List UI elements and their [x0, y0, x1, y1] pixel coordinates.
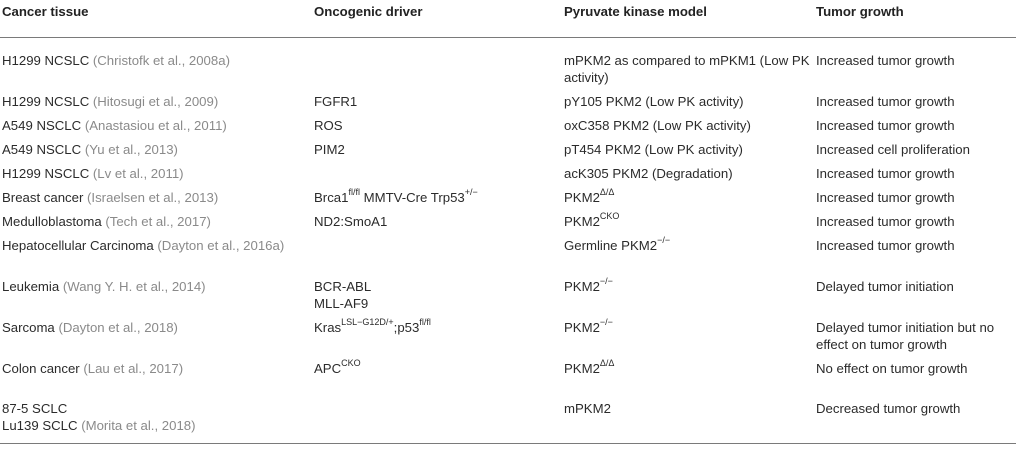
table-row: [0, 278, 1016, 319]
driver-superscript: fl/fl: [348, 187, 360, 198]
tumor-growth: Increased tumor growth: [816, 93, 955, 109]
cell-pk-model: [562, 319, 814, 360]
driver-name-tail: ;p53: [393, 319, 420, 335]
tumor-growth: Increased cell proliferation: [816, 141, 970, 157]
cell-tumor-growth: [814, 319, 1016, 360]
cell-pk-model: [562, 165, 814, 189]
tissue-name: A549 NSCLC: [2, 141, 85, 157]
citation-link: (Israelsen et al., 2013): [87, 189, 219, 205]
tumor-growth: Increased tumor growth: [816, 165, 955, 181]
table-row: [0, 93, 1016, 117]
cell-pk-model: [562, 278, 814, 319]
pk-model: Germline PKM2: [564, 237, 658, 253]
cell-pk-model: [562, 400, 814, 443]
cell-tumor-growth: [814, 189, 1016, 213]
tumor-growth: Increased tumor growth: [816, 53, 955, 68]
driver-name: ROS: [314, 117, 343, 133]
tumor-growth: No effect on tumor growth: [816, 360, 968, 376]
header-pk-model: Pyruvate kinase model: [562, 3, 814, 38]
bottom-rule: [0, 443, 1016, 444]
cell-cancer-tissue: [0, 400, 312, 443]
cell-cancer-tissue: [0, 117, 312, 141]
pk-model: PKM2: [564, 189, 600, 205]
citation-link: (Lv et al., 2011): [92, 165, 184, 181]
cell-pk-model: [562, 38, 814, 93]
tumor-growth: Delayed tumor initiation: [816, 278, 954, 294]
cell-oncogenic-driver: [312, 213, 562, 237]
cell-cancer-tissue: [0, 237, 312, 278]
cell-tumor-growth: [814, 360, 1016, 400]
table-row: [0, 165, 1016, 189]
citation-link: (Yu et al., 2013): [84, 141, 178, 157]
table-row: [0, 38, 1016, 93]
table-row: [0, 400, 1016, 443]
tumor-growth: Increased tumor growth: [816, 117, 955, 133]
tumor-growth: Delayed tumor initiation but no effect on tumor growth: [816, 319, 995, 352]
cell-cancer-tissue: [0, 213, 312, 237]
cell-oncogenic-driver: [312, 93, 562, 117]
tissue-name: H1299 NSCLC: [2, 165, 93, 181]
pk-model: oxC358 PKM2 (Low PK activity): [564, 117, 751, 133]
table-row: [0, 189, 1016, 213]
cell-pk-model: [562, 93, 814, 117]
driver-name: ND2:SmoA1: [314, 213, 388, 229]
tissue-name: A549 NSCLC: [2, 117, 85, 133]
cell-oncogenic-driver: [312, 319, 562, 360]
citation-link: (Tech et al., 2017): [105, 213, 211, 229]
citation-link: (Morita et al., 2018): [81, 417, 196, 433]
pk-model-superscript: −/−: [657, 235, 671, 246]
tissue-name: H1299 NCSLC: [2, 93, 93, 109]
driver-name-tail: MMTV-Cre Trp53: [359, 189, 465, 205]
table-row: [0, 213, 1016, 237]
driver-superscript-2: fl/fl: [419, 317, 431, 328]
tissue-name: 87-5 SCLC: [2, 400, 68, 416]
pk-model: acK305 PKM2 (Degradation): [564, 165, 733, 181]
tissue-name: Leukemia: [2, 278, 63, 294]
cell-oncogenic-driver: [312, 189, 562, 213]
pk-model-superscript: −/−: [599, 317, 613, 328]
citation-link: (Anastasiou et al., 2011): [84, 117, 227, 133]
citation-link: (Dayton et al., 2016a): [157, 237, 285, 253]
tissue-name: Sarcoma: [2, 319, 59, 335]
table-row: [0, 237, 1016, 278]
driver-name: APC: [314, 360, 342, 376]
driver-superscript: LSL−G12D/+: [341, 317, 394, 328]
pk-model-superscript: Δ/Δ: [599, 358, 615, 369]
cell-pk-model: [562, 360, 814, 400]
cell-oncogenic-driver: [312, 38, 562, 93]
cell-pk-model: [562, 141, 814, 165]
cell-oncogenic-driver: [312, 141, 562, 165]
cell-tumor-growth: [814, 38, 1016, 93]
cell-oncogenic-driver: [312, 278, 562, 319]
cell-pk-model: [562, 117, 814, 141]
cell-tumor-growth: [814, 237, 1016, 278]
driver-name: BCR-ABL: [314, 278, 372, 294]
citation-link: (Hitosugi et al., 2009): [92, 93, 219, 109]
cell-cancer-tissue: [0, 319, 312, 360]
cell-cancer-tissue: [0, 189, 312, 213]
driver-name: Kras: [314, 319, 342, 335]
pk-model: PKM2: [564, 319, 600, 335]
tissue-name: Colon cancer: [2, 360, 84, 376]
tumor-growth: Increased tumor growth: [816, 213, 955, 229]
tumor-growth: Increased tumor growth: [816, 189, 955, 205]
pk-model: mPKM2 as compared to mPKM1 (Low PK activity): [564, 53, 810, 85]
cell-tumor-growth: [814, 117, 1016, 141]
pk-model-superscript: Δ/Δ: [599, 187, 615, 198]
pyruvate-kinase-table: [0, 3, 1016, 444]
pk-model-superscript: −/−: [599, 276, 613, 287]
driver-name-2: MLL-AF9: [314, 295, 369, 311]
cell-pk-model: [562, 213, 814, 237]
pk-model: PKM2: [564, 213, 600, 229]
cell-pk-model: [562, 237, 814, 278]
cell-oncogenic-driver: [312, 117, 562, 141]
cell-oncogenic-driver: [312, 400, 562, 443]
driver-name: FGFR1: [314, 93, 358, 109]
header-tumor-growth: Tumor growth: [814, 3, 1016, 38]
cell-tumor-growth: [814, 93, 1016, 117]
driver-superscript-2: +/−: [464, 187, 478, 198]
cell-tumor-growth: [814, 213, 1016, 237]
pk-model: pY105 PKM2 (Low PK activity): [564, 93, 744, 109]
header-cancer-tissue: Cancer tissue: [0, 3, 312, 38]
cell-cancer-tissue: [0, 93, 312, 117]
cell-tumor-growth: [814, 141, 1016, 165]
pk-model: PKM2: [564, 360, 600, 376]
tissue-name-2: Lu139 SCLC: [2, 417, 82, 433]
cell-cancer-tissue: [0, 38, 312, 93]
table-row: [0, 319, 1016, 360]
table-row: [0, 141, 1016, 165]
citation-link: (Dayton et al., 2018): [58, 319, 178, 335]
cell-oncogenic-driver: [312, 237, 562, 278]
driver-superscript: CKO: [341, 358, 361, 369]
cell-oncogenic-driver: [312, 165, 562, 189]
header-oncogenic-driver: Oncogenic driver: [312, 3, 562, 38]
tissue-name: Breast cancer: [2, 189, 88, 205]
pk-model: PKM2: [564, 278, 600, 294]
cell-tumor-growth: [814, 278, 1016, 319]
pk-model: pT454 PKM2 (Low PK activity): [564, 141, 743, 157]
cell-pk-model: [562, 189, 814, 213]
driver-name: PIM2: [314, 141, 345, 157]
citation-link: (Wang Y. H. et al., 2014): [62, 278, 206, 294]
citation-link: (Christofk et al., 2008a): [92, 53, 230, 68]
tissue-name: Medulloblastoma: [2, 213, 106, 229]
cell-cancer-tissue: [0, 278, 312, 319]
cell-cancer-tissue: [0, 360, 312, 400]
table-row: [0, 117, 1016, 141]
tumor-growth: Increased tumor growth: [816, 237, 955, 253]
cell-oncogenic-driver: [312, 360, 562, 400]
cell-cancer-tissue: [0, 165, 312, 189]
cell-tumor-growth: [814, 165, 1016, 189]
tissue-name: H1299 NCSLC: [2, 53, 93, 68]
cell-tumor-growth: [814, 400, 1016, 443]
table-row: [0, 360, 1016, 400]
citation-link: (Lau et al., 2017): [83, 360, 184, 376]
pk-model: mPKM2: [564, 400, 611, 416]
driver-name: Brca1: [314, 189, 349, 205]
pk-model-superscript: CKO: [599, 211, 620, 222]
tissue-name: Hepatocellular Carcinoma: [2, 237, 158, 253]
header-row: [0, 3, 1016, 38]
tumor-growth: Decreased tumor growth: [816, 400, 961, 416]
cell-cancer-tissue: [0, 141, 312, 165]
